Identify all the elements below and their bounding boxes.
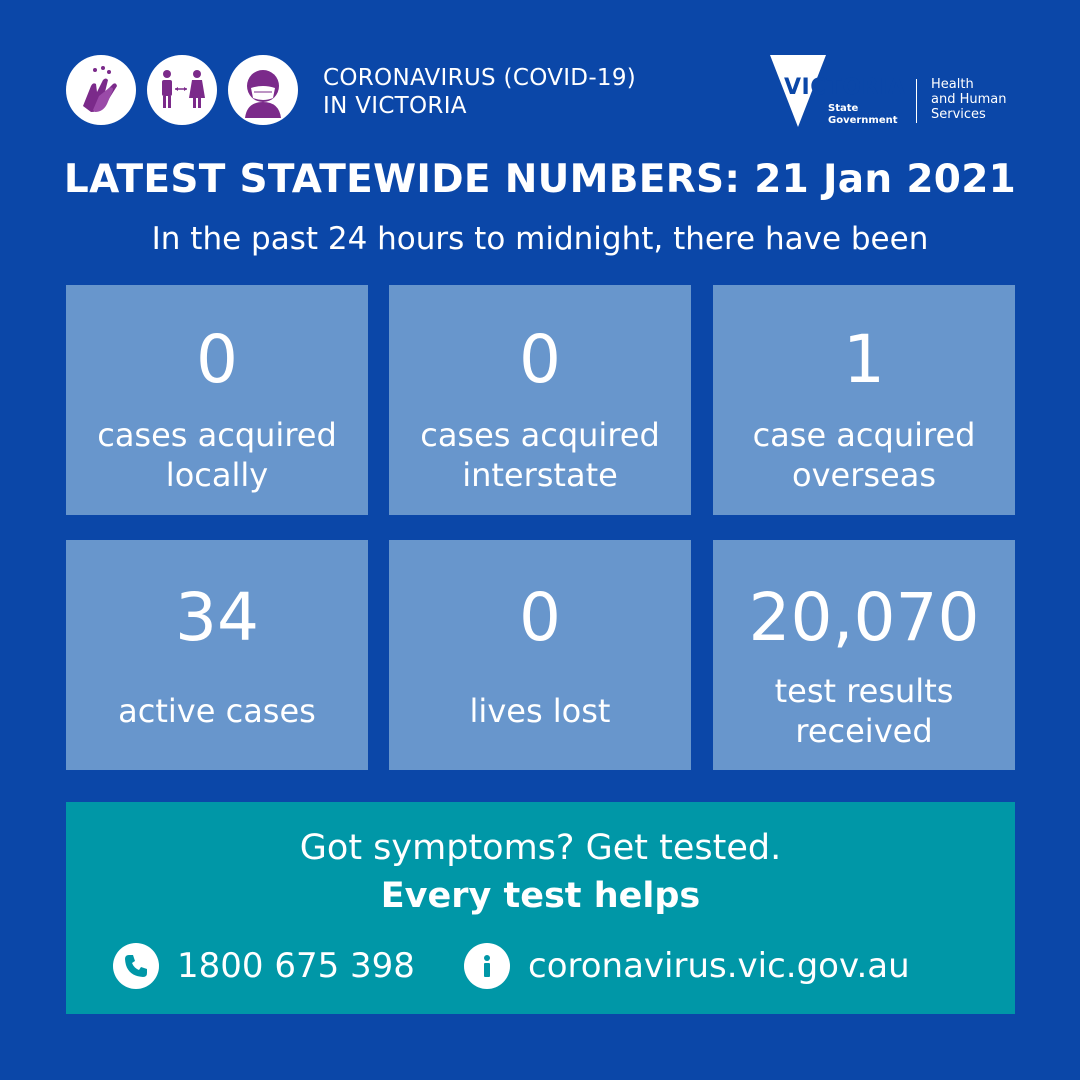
face-mask-icon: [228, 55, 298, 125]
header: [0, 0, 1080, 150]
dept-line1: Health: [931, 77, 974, 92]
campaign-title: [323, 64, 636, 120]
website-link[interactable]: coronavirus.vic.gov.au: [528, 946, 910, 986]
page-subtitle: In the past 24 hours to midnight, there have been: [151, 221, 929, 257]
stat-label-line2: locally: [165, 456, 269, 494]
stat-label-line1: active cases: [118, 692, 316, 730]
stat-value: 20,070: [748, 579, 980, 656]
stat-label-line1: test results: [774, 672, 954, 710]
stat-value: 34: [175, 579, 259, 656]
stat-tile-interstate-cases: [389, 285, 691, 515]
state-label: State: [828, 103, 859, 114]
website-contact[interactable]: [464, 942, 910, 990]
victoria-government-logo: [768, 55, 1028, 130]
campaign-title-line2: IN VICTORIA: [323, 93, 467, 119]
campaign-title-line1: CORONAVIRUS (COVID-19): [323, 65, 637, 91]
stat-value: 0: [519, 321, 561, 398]
handwashing-icon: [66, 55, 136, 125]
stat-label-line1: case acquired: [752, 416, 976, 454]
cta-panel: [66, 802, 1015, 1014]
dept-line2: and Human: [931, 92, 1007, 107]
stat-value: 0: [196, 321, 238, 398]
phone-contact[interactable]: [113, 942, 415, 990]
state-government-label: [828, 103, 898, 127]
stat-label-line1: cases acquired: [420, 416, 660, 454]
cta-line1: Got symptoms? Get tested.: [299, 828, 782, 868]
cta-line2: Every test helps: [380, 876, 701, 916]
department-label: [931, 77, 1006, 122]
phone-number[interactable]: 1800 675 398: [177, 946, 415, 986]
page-title: LATEST STATEWIDE NUMBERS: 21 Jan 2021: [63, 157, 1017, 202]
stat-label-line1: lives lost: [469, 692, 611, 730]
info-icon: [464, 943, 510, 989]
stat-label-line1: cases acquired: [97, 416, 337, 454]
physical-distancing-icon: [147, 55, 217, 125]
stat-tile-test-results: [713, 540, 1015, 770]
stat-label-line2: interstate: [462, 456, 618, 494]
victoria-wordmark: VICTORIA: [784, 75, 906, 100]
stat-tile-active-cases: [66, 540, 368, 770]
stat-tile-overseas-cases: [713, 285, 1015, 515]
phone-icon: [113, 943, 159, 989]
government-label: Government: [828, 115, 898, 126]
stat-label-line2: received: [795, 712, 933, 750]
stat-value: 0: [519, 579, 561, 656]
logo-divider: [916, 79, 917, 123]
dept-line3: Services: [931, 107, 986, 122]
stat-tile-lives-lost: [389, 540, 691, 770]
stat-label-line2: overseas: [792, 456, 936, 494]
stat-value: 1: [843, 321, 885, 398]
stat-tile-local-cases: [66, 285, 368, 515]
